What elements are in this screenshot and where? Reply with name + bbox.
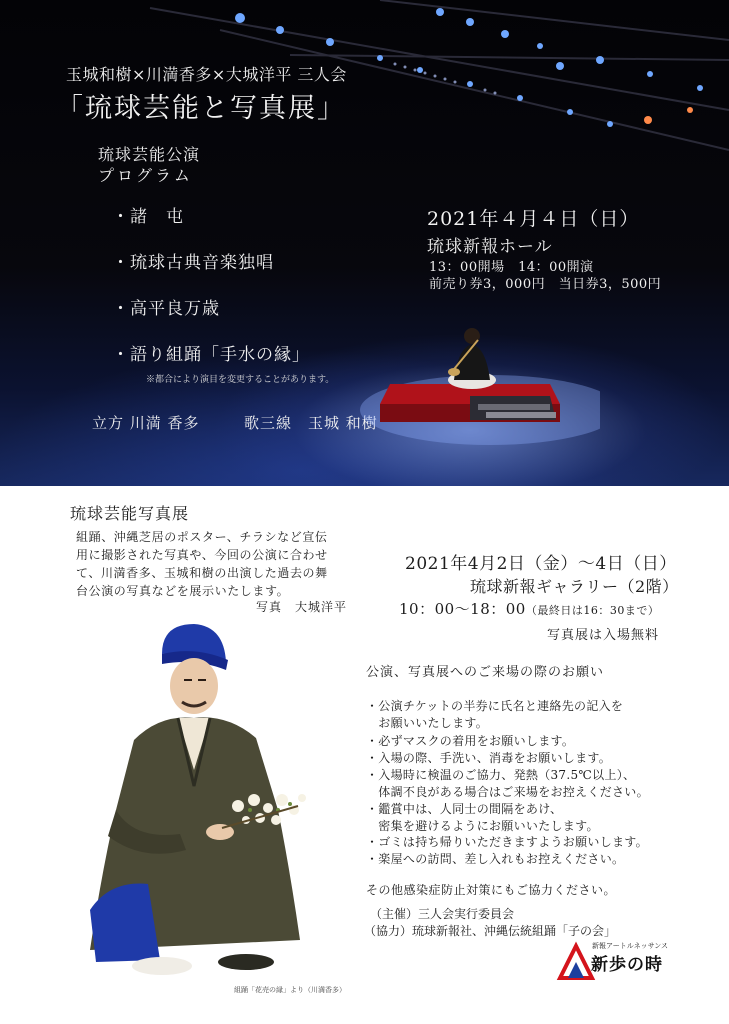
logo-wordmark: 新歩の時 bbox=[591, 955, 663, 975]
exhibition-venue: 琉球新報ギャラリー（2階） bbox=[470, 577, 679, 596]
request-line: 体調不良がある場合はご来場をお控えください。 bbox=[366, 785, 649, 799]
request-line: ・入場時に検温のご協力、発熱（37.5℃以上）、 bbox=[366, 768, 636, 782]
event-subtitle: 玉城和樹×川満香多×大城洋平 三人会 bbox=[66, 65, 347, 84]
logo-tagline: 新報アートルネッサンス bbox=[592, 942, 669, 950]
program-item: ・諸 屯 bbox=[112, 207, 184, 227]
photographer-credit: 写真 大城洋平 bbox=[256, 600, 348, 614]
exhibition-admission: 写真展は入場無料 bbox=[547, 628, 660, 643]
photo-caption: 組踊「花売の縁」より（川満香多） bbox=[234, 986, 346, 994]
stage-platform-performer bbox=[360, 300, 600, 450]
program-subheading: プログラム bbox=[98, 166, 193, 185]
exhibition-time-note: （最終日は16：30まで） bbox=[525, 604, 660, 617]
exhibition-description-line: て、川満香多、玉城和樹の出演した過去の舞 bbox=[76, 566, 328, 580]
program-item: ・琉球古典音楽独唱 bbox=[112, 253, 274, 273]
program-heading: 琉球芸能公演 bbox=[98, 145, 201, 164]
request-line: ・ゴミは持ち帰りいただきますようお願いします。 bbox=[366, 835, 648, 849]
request-line: ・必ずマスクの着用をお願いします。 bbox=[366, 734, 575, 748]
requests-heading: 公演、写真展へのご来場の際のお願い bbox=[366, 665, 605, 680]
performance-time: 13：00開場 14：00開演 bbox=[429, 260, 594, 275]
performer-musician: 歌三線 玉城 和樹 bbox=[244, 414, 378, 432]
request-line: ・鑑賞中は、人同士の間隔をあけ、 bbox=[366, 802, 563, 816]
program-item: ・語り組踊「手水の縁」 bbox=[112, 345, 310, 365]
page-title: 「琉球芸能と写真展」 bbox=[56, 93, 346, 124]
request-line: ・楽屋への訪問、差し入れもお控えください。 bbox=[366, 852, 625, 866]
exhibition-hours: 10：00〜18：00 bbox=[399, 600, 526, 618]
request-line: お願いいたします。 bbox=[366, 716, 489, 730]
performer-dancer: 立方 川満 香多 bbox=[92, 414, 200, 432]
exhibition-description-line: 台公演の写真などを展示いたします。 bbox=[76, 584, 290, 598]
organizer-cooperation: （協力）琉球新報社、沖縄伝統組踊「子の会」 bbox=[364, 924, 617, 938]
program-note: ※都合により演目を変更することがあります。 bbox=[146, 375, 335, 385]
exhibition-heading: 琉球芸能写真展 bbox=[70, 504, 190, 523]
organizer-host: （主催）三人会実行委員会 bbox=[370, 907, 515, 921]
performance-date: 2021年４月４日（日） bbox=[427, 208, 640, 230]
exhibition-time bbox=[399, 598, 659, 619]
request-line: 密集を避けるようにお願いいたします。 bbox=[366, 819, 599, 833]
requests-footer: その他感染症防止対策にもご協力ください。 bbox=[366, 883, 617, 897]
exhibition-description-line: 組踊、沖縄芝居のポスター、チラシなど宣伝 bbox=[76, 530, 328, 544]
stage-photo-panel bbox=[0, 0, 729, 486]
performance-venue: 琉球新報ホール bbox=[427, 237, 553, 257]
exhibition-date: 2021年4月2日（金）〜4日（日） bbox=[405, 554, 677, 574]
request-line: ・公演チケットの半券に氏名と連絡先の記入を bbox=[366, 699, 624, 713]
program-item: ・高平良万歳 bbox=[112, 299, 220, 319]
ticket-price: 前売り券3，000円 当日券3，500円 bbox=[429, 277, 662, 292]
exhibition-description-line: 用に撮影された写真や、今回の公演に合わせ bbox=[76, 548, 328, 562]
request-line: ・入場の際、手洗い、消毒をお願いします。 bbox=[366, 751, 612, 765]
performer-portrait bbox=[50, 610, 350, 990]
